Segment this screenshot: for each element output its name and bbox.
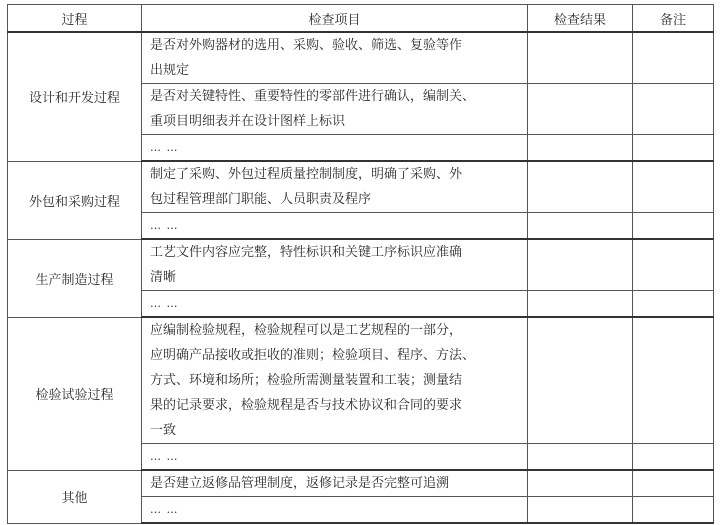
table-body bbox=[8, 32, 714, 523]
process-name-cell: 设计和开发过程 bbox=[8, 32, 142, 161]
header-process: 过程 bbox=[8, 5, 142, 33]
table-row bbox=[8, 32, 714, 84]
remark-cell[interactable] bbox=[633, 444, 714, 471]
ellipsis-cell bbox=[142, 213, 528, 240]
remark-cell[interactable] bbox=[633, 161, 714, 213]
check-item-cell bbox=[142, 239, 528, 291]
remark-cell[interactable] bbox=[633, 32, 714, 84]
check-result-cell[interactable] bbox=[528, 84, 633, 135]
table-row bbox=[8, 317, 714, 444]
check-item-text: 工艺文件内容应完整，特性标识和关键工序标识应准确 bbox=[150, 245, 463, 260]
ellipsis-cell bbox=[142, 135, 528, 162]
check-item-text: 出规定 bbox=[150, 63, 190, 78]
check-result-cell[interactable] bbox=[528, 444, 633, 471]
check-item-cell bbox=[142, 317, 528, 444]
check-item-text: … … bbox=[150, 297, 179, 310]
check-item-text: … … bbox=[150, 219, 179, 232]
check-item-text: … … bbox=[150, 450, 179, 463]
check-result-cell[interactable] bbox=[528, 291, 633, 318]
header-remark: 备注 bbox=[633, 5, 714, 33]
check-item-text: 一致 bbox=[150, 423, 177, 438]
remark-cell[interactable] bbox=[633, 239, 714, 291]
remark-cell[interactable] bbox=[633, 213, 714, 240]
check-item-text: 是否对关键特性、重要特性的零部件进行确认，编制关、 bbox=[150, 89, 476, 104]
check-item-cell bbox=[142, 84, 528, 135]
check-result-cell[interactable] bbox=[528, 161, 633, 213]
header-check-item: 检查项目 bbox=[142, 5, 528, 33]
ellipsis-cell bbox=[142, 444, 528, 471]
check-item-text: 方式、环境和场所；检验所需测量装置和工装；测量结 bbox=[150, 373, 463, 388]
process-name-cell: 其他 bbox=[8, 470, 142, 523]
header-row bbox=[8, 5, 714, 33]
process-name-cell: 检验试验过程 bbox=[8, 317, 142, 470]
check-result-cell[interactable] bbox=[528, 317, 633, 444]
check-item-text: 果的记录要求，检验规程是否与技术协议和合同的要求 bbox=[150, 398, 463, 413]
check-item-text: 是否对外购器材的选用、采购、验收、筛选、复验等作 bbox=[150, 38, 463, 53]
check-result-cell[interactable] bbox=[528, 32, 633, 84]
header-check-result: 检查结果 bbox=[528, 5, 633, 33]
check-item-text: 包过程管理部门职能、人员职责及程序 bbox=[150, 192, 372, 207]
ellipsis-cell bbox=[142, 291, 528, 318]
table-header bbox=[8, 5, 714, 33]
check-item-text: … … bbox=[150, 141, 179, 154]
remark-cell[interactable] bbox=[633, 84, 714, 135]
remark-cell[interactable] bbox=[633, 317, 714, 444]
ellipsis-cell bbox=[142, 497, 528, 524]
check-item-text: 制定了采购、外包过程质量控制制度，明确了采购、外 bbox=[150, 167, 463, 182]
check-item-text: 重项目明细表并在设计图样上标识 bbox=[150, 114, 346, 129]
process-checklist-table bbox=[7, 4, 714, 524]
check-result-cell[interactable] bbox=[528, 135, 633, 162]
table-row bbox=[8, 161, 714, 213]
table-row bbox=[8, 470, 714, 497]
check-item-cell bbox=[142, 32, 528, 84]
check-item-text: 应明确产品接收或拒收的准则；检验项目、程序、方法、 bbox=[150, 348, 476, 363]
check-result-cell[interactable] bbox=[528, 470, 633, 497]
check-result-cell[interactable] bbox=[528, 497, 633, 524]
remark-cell[interactable] bbox=[633, 470, 714, 497]
check-item-cell bbox=[142, 470, 528, 497]
table-row bbox=[8, 239, 714, 291]
check-result-cell[interactable] bbox=[528, 213, 633, 240]
check-result-cell[interactable] bbox=[528, 239, 633, 291]
check-item-cell bbox=[142, 161, 528, 213]
check-item-text: 应编制检验规程，检验规程可以是工艺规程的一部分， bbox=[150, 323, 463, 338]
check-item-text: … … bbox=[150, 503, 179, 516]
remark-cell[interactable] bbox=[633, 135, 714, 162]
check-item-text: 是否建立返修品管理制度，返修记录是否完整可追溯 bbox=[150, 476, 450, 491]
process-name-cell: 外包和采购过程 bbox=[8, 161, 142, 239]
process-name-cell: 生产制造过程 bbox=[8, 239, 142, 317]
remark-cell[interactable] bbox=[633, 291, 714, 318]
check-item-text: 清晰 bbox=[150, 270, 177, 285]
remark-cell[interactable] bbox=[633, 497, 714, 524]
